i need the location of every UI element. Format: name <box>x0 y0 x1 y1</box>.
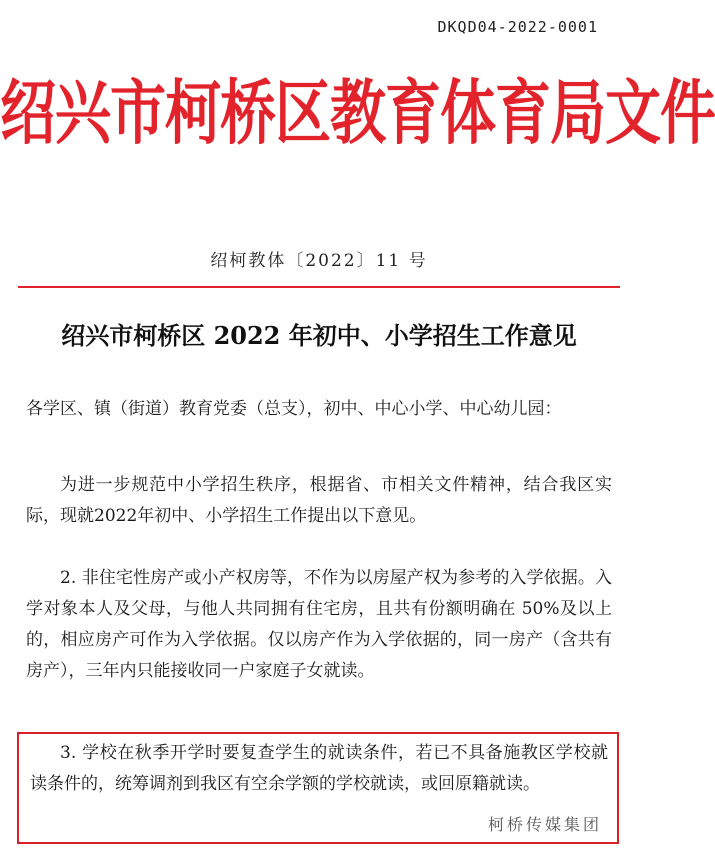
issuer-heading: 绍兴市柯桥区教育体育局文件 <box>0 71 715 155</box>
red-divider <box>18 286 620 288</box>
document-number: 绍柯教体〔2022〕11 号 <box>210 251 428 271</box>
item-3-paragraph: 3. 学校在秋季开学时要复查学生的就读条件，若已不具备施教区学校就读条件的，统筹调剂到我区有空余学额的学校就读，或回原籍就读。 <box>30 743 608 794</box>
item-2-paragraph: 2. 非住宅性房产或小产权房等，不作为以房屋产权为参考的入学依据。入学对象本人及父母，与他人共同拥有住宅房，且共有份额明确在 50%及以上的，相应房产可作为入学依据。仅以房产作为入学依据的，同一房产（含共有房产），三年内只能接收同一户家庭子女就读。 <box>26 568 612 681</box>
document-title: 绍兴市柯桥区 2022 年初中、小学招生工作意见 <box>61 321 577 350</box>
document-code: DKQD04-2022-0001 <box>437 18 598 36</box>
intro-paragraph: 为进一步规范中小学招生秩序，根据省、市相关文件精神，结合我区实际，现就2022年初中、小学招生工作提出以下意见。 <box>26 475 612 526</box>
addressee-paragraph: 各学区、镇（街道）教育党委（总支），初中、中心小学、中心幼儿园： <box>26 399 562 419</box>
watermark-label: 柯桥传媒集团 <box>484 812 606 835</box>
